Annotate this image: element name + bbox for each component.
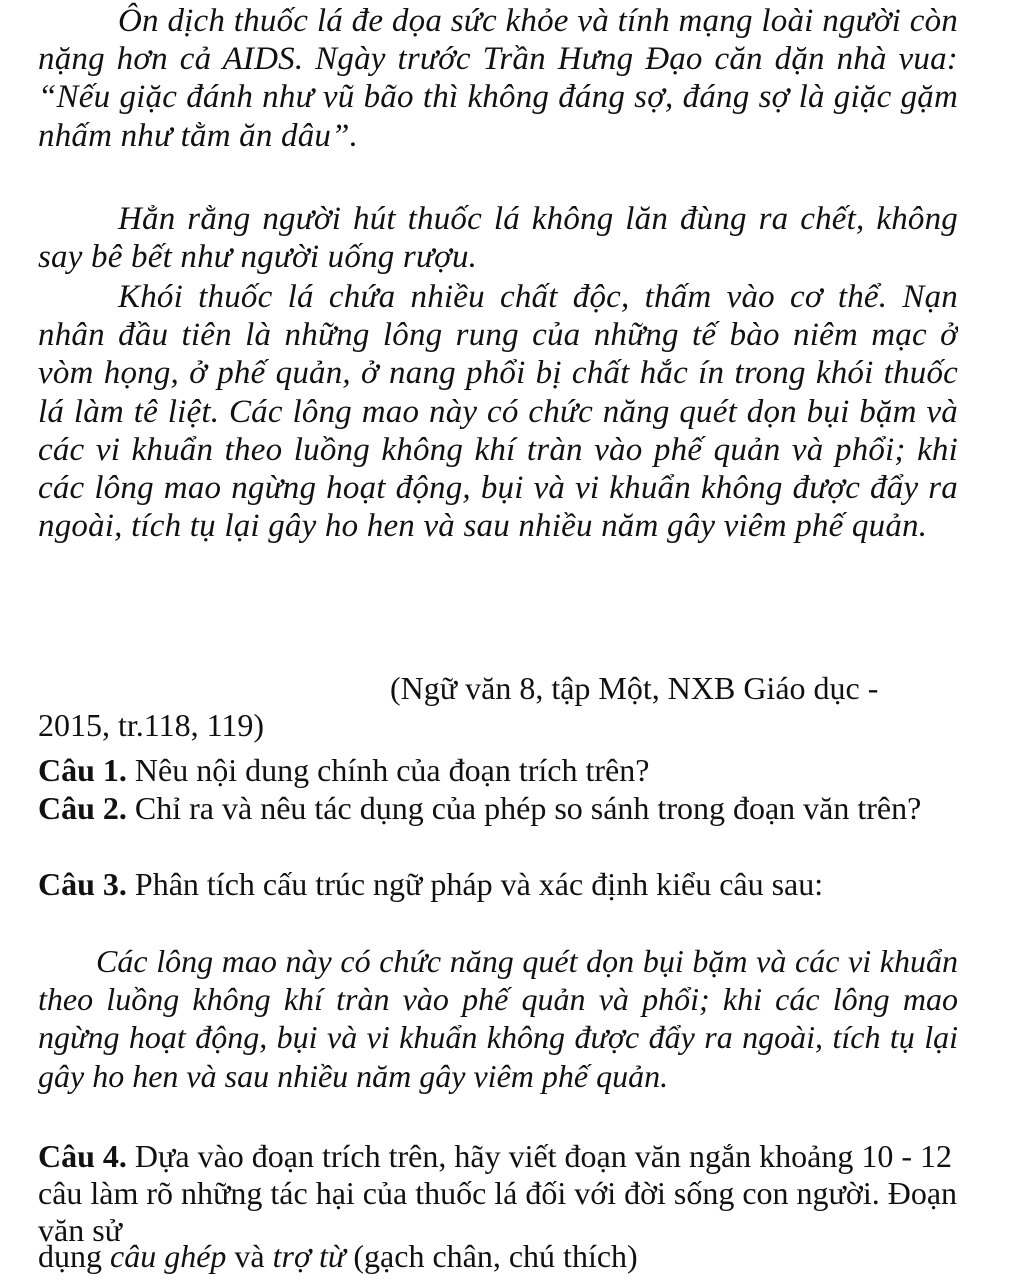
question-2 — [38, 790, 958, 827]
question-4-continuation — [38, 1238, 958, 1275]
passage-paragraph-3: Khói thuốc lá chứa nhiều chất độc, thấm vào cơ thể. Nạn nhân đầu tiên là những lông rung của những tế bào niêm mạc ở vòm họng, ở phế quản, ở nang phổi bị chất hắc ín trong khói thuốc lá làm tê liệt. Các lông mao này có chức năng quét dọn bụi bặm và các vi khuẩn theo luồng không khí tràn vào phế quản và phổi; khi các lông mao ngừng hoạt động, bụi và vi khuẩn không được đẩy ra ngoài, tích tụ lại gây ho hen và sau nhiều năm gây viêm phế quản. — [38, 279, 958, 545]
document-page — [38, 0, 958, 1280]
question-1-text: Nêu nội dung chính của đoạn trích trên? — [126, 752, 650, 788]
question-4 — [38, 1138, 958, 1249]
question-1 — [38, 752, 958, 789]
cut-line-suffix: (gạch chân, chú thích) — [345, 1238, 638, 1274]
source-citation: (Ngữ văn 8, tập Một, NXB Giáo dục - 2015, tr.118, 119) — [38, 670, 879, 743]
cut-line-italic-1: câu ghép — [110, 1238, 227, 1274]
question-1-label: Câu 1. — [38, 752, 127, 788]
question-3-label: Câu 3. — [38, 866, 127, 902]
cut-line-prefix: dụng — [38, 1238, 110, 1274]
passage-paragraph-1: Ôn dịch thuốc lá đe dọa sức khỏe và tính mạng loài người còn nặng hơn cả AIDS. Ngày trước Trần Hưng Đạo căn dặn nhà vua: “Nếu giặc đánh như vũ bão thì không đáng sợ, đáng sợ là giặc gặm nhấm như tằm ăn dâu”. — [38, 3, 958, 154]
question-3 — [38, 866, 958, 903]
cut-line-middle: và — [226, 1238, 273, 1274]
question-3-text: Phân tích cấu trúc ngữ pháp và xác định kiểu câu sau: — [126, 866, 824, 902]
question-2-label: Câu 2. — [38, 790, 127, 826]
cut-line-italic-2: trợ từ — [272, 1238, 346, 1274]
question-4-cut-line — [38, 1238, 958, 1280]
question-4-label: Câu 4. — [38, 1138, 127, 1174]
passage-paragraph-2: Hẳn rằng người hút thuốc lá không lăn đùng ra chết, không say bê bết như người uống rượu. — [38, 201, 958, 276]
question-2-text: Chỉ ra và nêu tác dụng của phép so sánh trong đoạn văn trên? — [126, 790, 922, 826]
quoted-sentence: Các lông mao này có chức năng quét dọn bụi bặm và các vi khuẩn theo luồng không khí tràn vào phế quản và phổi; khi các lông mao ngừng hoạt động, bụi và vi khuẩn không được đẩy ra ngoài, tích tụ lại gây ho hen và sau nhiều năm gây viêm phế quản. — [38, 943, 958, 1094]
question-4-text: Dựa vào đoạn trích trên, hãy viết đoạn văn ngắn khoảng 10 - 12 câu làm rõ những tác hại của thuốc lá đối với đời sống con người. Đoạn văn sử — [38, 1138, 958, 1248]
